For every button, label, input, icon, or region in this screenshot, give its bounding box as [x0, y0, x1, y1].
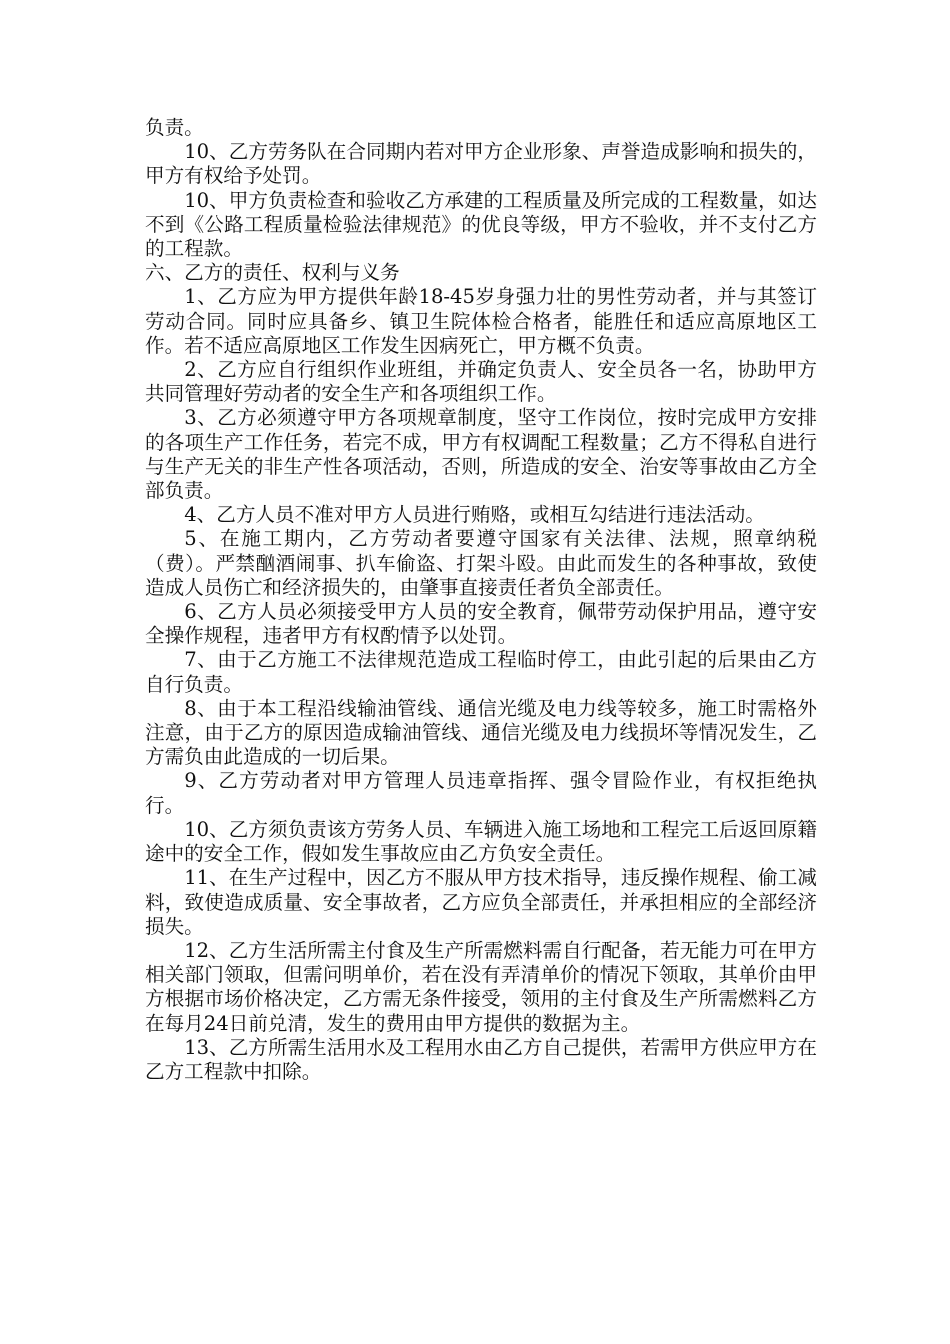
paragraph-continuation: 负责。	[145, 116, 204, 139]
clause-3: 3、乙方必须遵守甲方各项规章制度，坚守工作岗位，按时完成甲方安排的各项生产工作任务，若完不成，甲方有权调配工程数量；乙方不得私自进行与生产无关的非生产性各项活动，否则，所造成的安全、治安等事故由乙方全部负责。	[145, 406, 817, 503]
clause-7: 7、由于乙方施工不法律规范造成工程临时停工，由此引起的后果由乙方自行负责。	[145, 648, 817, 696]
clause-1: 1、乙方应为甲方提供年龄18-45岁身强力壮的男性劳动者，并与其签订劳动合同。同时应具备乡、镇卫生院体检合格者，能胜任和适应高原地区工作。若不适应高原地区工作发生因病死亡，甲方概不负责。	[145, 285, 817, 357]
clause-4: 4、乙方人员不准对甲方人员进行贿赂，或相互勾结进行违法活动。	[184, 503, 765, 527]
section-heading: 六、乙方的责任、权利与义务	[145, 261, 400, 285]
clause-5: 5、在施工期内，乙方劳动者要遵守国家有关法律、法规，照章纳税（费）。严禁酗酒闹事、扒车偷盗、打架斗殴。由此而发生的各种事故，致使造成人员伤亡和经济损失的，由肇事直接责任者负全部责任。	[145, 527, 817, 599]
clause-8: 8、由于本工程沿线输油管线、通信光缆及电力线等较多，施工时需格外注意，由于乙方的原因造成输油管线、通信光缆及电力线损坏等情况发生，乙方需负由此造成的一切后果。	[145, 696, 817, 769]
paragraph-inspection: 10、甲方负责检查和验收乙方承建的工程质量及所完成的工程数量，如达不到《公路工程质量检验法律规范》的优良等级，甲方不验收，并不支付乙方的工程款。	[145, 188, 817, 261]
clause-9: 9、乙方劳动者对甲方管理人员违章指挥、强令冒险作业，有权拒绝执行。	[145, 769, 817, 817]
clause-6: 6、乙方人员必须接受甲方人员的安全教育，佩带劳动保护用品，遵守安全操作规程，违者甲方有权酌情予以处罚。	[145, 600, 817, 648]
clause-11: 11、在生产过程中，因乙方不服从甲方技术指导，违反操作规程、偷工减料，致使造成质量、安全事故者，乙方应负全部责任，并承担相应的全部经济损失。	[145, 866, 817, 938]
clause-2: 2、乙方应自行组织作业班组，并确定负责人、安全员各一名，协助甲方共同管理好劳动者的安全生产和各项组织工作。	[145, 358, 817, 406]
paragraph-penalty-reputation: 10、乙方劳务队在合同期内若对甲方企业形象、声誉造成影响和损失的，甲方有权给予处罚。	[145, 140, 817, 188]
clause-10: 10、乙方须负责该方劳务人员、车辆进入施工场地和工程完工后返回原籍途中的安全工作，假如发生事故应由乙方负安全责任。	[145, 817, 817, 866]
contract-body	[145, 116, 817, 1084]
clause-13: 13、乙方所需生活用水及工程用水由乙方自己提供，若需甲方供应甲方在乙方工程款中扣除。	[145, 1035, 817, 1083]
clause-12: 12、乙方生活所需主付食及生产所需燃料需自行配备，若无能力可在甲方相关部门领取，但需问明单价，若在没有弄清单价的情况下领取，其单价由甲方根据市场价格决定，乙方需无条件接受，领用的主付食及生产所需燃料乙方在每月24日前兑清，发生的费用由甲方提供的数据为主。	[145, 938, 817, 1035]
